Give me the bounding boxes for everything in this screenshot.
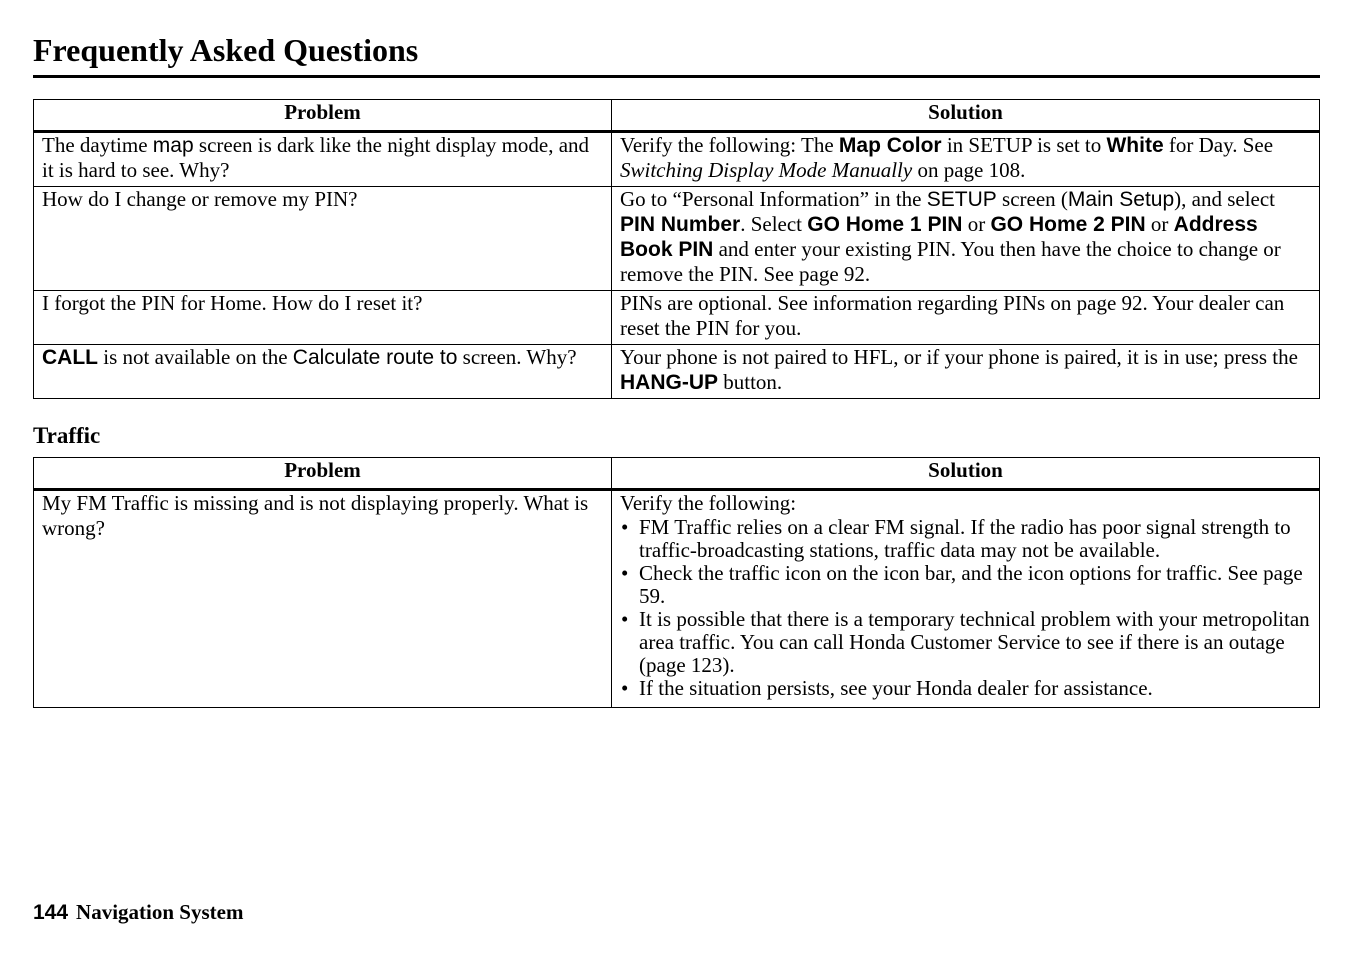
- faq-table: [33, 99, 1320, 399]
- solution-cell: Your phone is not paired to HFL, or if your phone is paired, it is in use; press the HANG-UP button.: [612, 345, 1320, 399]
- solution-cell: [612, 490, 1320, 708]
- table-row: [34, 187, 1320, 291]
- table-row: [34, 490, 1320, 708]
- problem-cell: I forgot the PIN for Home. How do I reset it?: [34, 291, 612, 345]
- solution-header: Solution: [612, 100, 1320, 132]
- solution-header: Solution: [612, 458, 1320, 490]
- solution-cell: Go to “Personal Information” in the SETUP screen (Main Setup), and select PIN Number. Select GO Home 1 PIN or GO Home 2 PIN or Address Book PIN and enter your existing PIN. You then have the choice to change or remove the PIN. See page 92.: [612, 187, 1320, 291]
- solution-cell: Verify the following: The Map Color in SETUP is set to White for Day. See Switching Display Mode Manually on page 108.: [612, 132, 1320, 187]
- table-header-row: [34, 458, 1320, 490]
- section-name: Navigation System: [76, 900, 244, 924]
- problem-cell: My FM Traffic is missing and is not displaying properly. What is wrong?: [34, 490, 612, 708]
- problem-cell: The daytime map screen is dark like the night display mode, and it is hard to see. Why?: [34, 132, 612, 187]
- problem-header: Problem: [34, 458, 612, 490]
- page-footer: [33, 898, 243, 927]
- table-header-row: [34, 100, 1320, 132]
- solution-bullet-list: [620, 516, 1311, 700]
- table-row: [34, 291, 1320, 345]
- title-rule: [33, 75, 1320, 78]
- page-number: 144: [33, 901, 69, 924]
- page-title: Frequently Asked Questions: [33, 32, 419, 68]
- problem-header: Problem: [34, 100, 612, 132]
- list-item: • It is possible that there is a temporary technical problem with your metropolitan area traffic. You can call Honda Customer Service to see if there is an outage (page 123).: [620, 608, 1311, 677]
- list-item: • Check the traffic icon on the icon bar, and the icon options for traffic. See page 59.: [620, 562, 1311, 608]
- problem-cell: CALL is not available on the Calculate route to screen. Why?: [34, 345, 612, 399]
- list-item: • If the situation persists, see your Honda dealer for assistance.: [620, 677, 1311, 700]
- solution-intro: Verify the following:: [620, 491, 797, 515]
- solution-cell: PINs are optional. See information regarding PINs on page 92. Your dealer can reset the PIN for you.: [612, 291, 1320, 345]
- traffic-table: [33, 457, 1320, 708]
- table-row: [34, 345, 1320, 399]
- table-row: [34, 132, 1320, 187]
- traffic-heading: Traffic: [33, 423, 101, 448]
- list-item: • FM Traffic relies on a clear FM signal. If the radio has poor signal strength to traffic-broadcasting stations, traffic data may not be available.: [620, 516, 1311, 562]
- problem-cell: How do I change or remove my PIN?: [34, 187, 612, 291]
